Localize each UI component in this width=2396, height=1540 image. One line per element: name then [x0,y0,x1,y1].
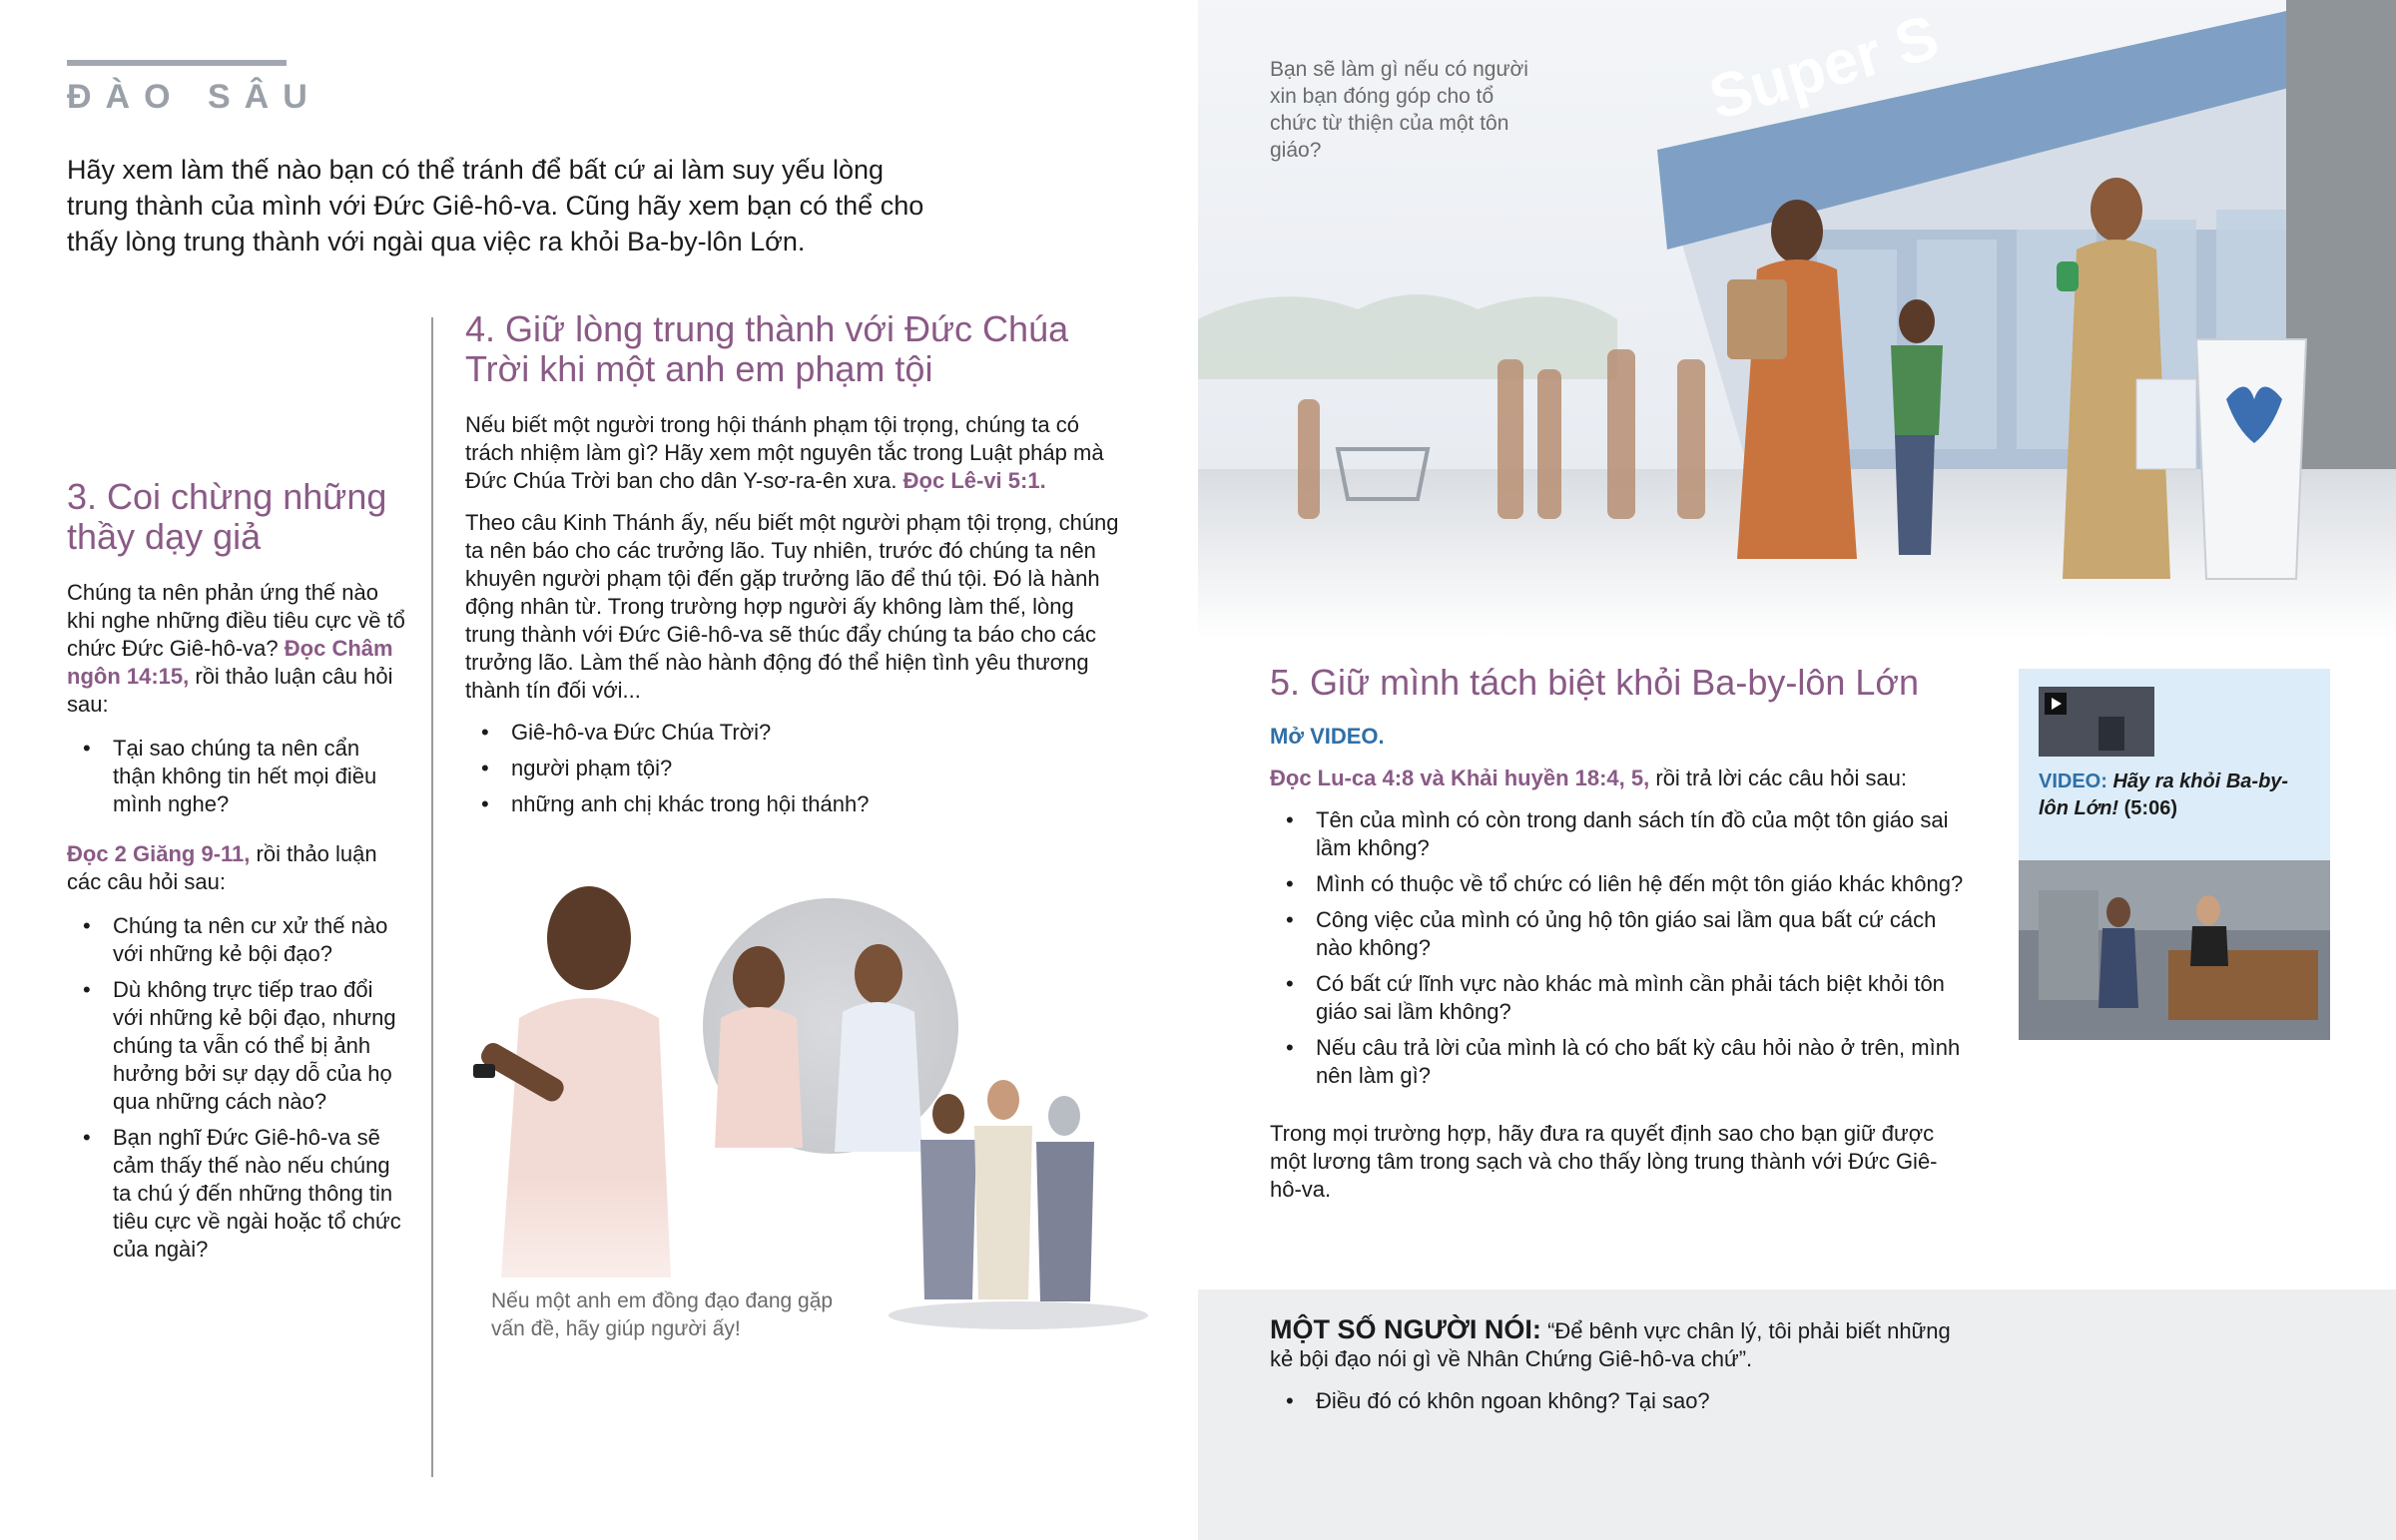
video-title[interactable]: Hãy ra khỏi Ba-by-lôn Lớn! [2039,770,2289,819]
section-3-title: 3. Coi chừng những thầy dạy giả [67,476,387,557]
section-5 [1270,663,1969,1204]
list-item: • những anh chị khác trong hội thánh? [511,790,1128,818]
list-item: • Chúng ta nên cư xử thế nào với những kẻ bội đạo? [113,912,406,968]
store-sign: Super S [1701,2,1947,134]
list-item: • Giê-hô-va Đức Chúa Trời? [511,719,1128,747]
section-label: ĐÀO SÂU [67,78,321,116]
section-4 [465,309,1128,826]
scene-caption: Bạn sẽ làm gì nếu có người xin bạn đóng góp cho tổ chức từ thiện của một tôn giáo? [1270,58,1528,162]
section-4-intro: Nếu biết một người trong hội thánh phạm tội trọng, chúng ta có trách nhiệm làm gì? Hãy xem một nguyên tắc trong Luật pháp mà Đức Chúa Trời ban cho dân Y-sơ-ra-ên xưa. [465,412,1104,493]
section-4-caption: Nếu một anh em đồng đạo đang gặp vấn đề, hãy giúp người ấy! [491,1289,834,1340]
list-item: • Công việc của mình có ủng hộ tôn giáo sai lầm qua bất cứ cách nào không? [1316,906,1969,962]
some-people-say-label: MỘT SỐ NGƯỜI NÓI: [1270,1314,1541,1344]
section-3-paragraph-2 [67,840,406,896]
section-5-questions [1270,806,1969,1090]
video-caption [2039,769,2318,822]
elders-group-figure [889,1080,1148,1329]
list-item: • Có bất cứ lĩnh vực nào khác mà mình cần phải tách biệt khỏi tôn giáo sai lầm không? [1316,970,1969,1026]
section-3-question-text: Chúng ta nên phản ứng thế nào khi nghe những điều tiêu cực về tổ chức Đức Giê-hô-va? [67,580,405,661]
section-5-title: 5. Giữ mình tách biệt khỏi Ba-by-lôn Lớn [1270,662,1920,703]
intro-text: Hãy xem làm thế nào bạn có thể tránh để bất cứ ai làm suy yếu lòng trung thành của mình với Đức Giê-hô-va. Cũng hãy xem bạn có thể cho thấy lòng trung thành với ngài qua việc ra khỏi Ba-by-lôn Lớn. [67,155,924,257]
column-divider [431,317,433,1477]
play-icon[interactable] [2045,693,2067,715]
scripture-link-leviticus[interactable]: Đọc Lê-vi 5:1. [902,468,1046,493]
some-people-say [1270,1315,1969,1423]
scripture-link-proverbs[interactable]: Đọc Châm ngôn 14:15, [67,636,393,689]
section-3-questions-1 [67,735,406,818]
section-4-list [465,719,1128,818]
section-3-instruction-2: rồi thảo luận các câu hỏi sau: [67,841,377,894]
quote-text: “Để bênh vực chân lý, tôi phải biết những kẻ bội đạo nói gì về Nhân Chứng Giê-hô-va chứ”. [1270,1318,1951,1371]
some-people-say-quote [1270,1315,1969,1373]
section-3 [67,477,406,1272]
section-3-paragraph [67,579,406,719]
section-3-instruction: rồi thảo luận câu hỏi sau: [67,664,393,717]
video-label: VIDEO: [2039,770,2107,792]
section-5-conclusion: Trong mọi trường hợp, hãy đưa ra quyết định sao cho bạn giữ được một lương tâm trong sạch và cho thấy lòng trung thành với Đức Giê-hô-va. [1270,1121,1938,1202]
list-item: • Tên của mình có còn trong danh sách tín đồ của một tôn giáo sai lầm không? [1316,806,1969,862]
list-item: • người phạm tội? [511,755,1128,782]
open-video-link[interactable]: Mở VIDEO. [1270,724,1385,749]
video-still-image [2019,860,2330,1040]
section-4-paragraph-2: Theo câu Kinh Thánh ấy, nếu biết một người phạm tội trọng, chúng ta nên báo cho các trưởng lão. Tuy nhiên, trước đó chúng ta nên khuyên người phạm tội đến gặp trưởng lão để thú tội. Đó là hành động nhân từ. Trong trường hợp người ấy không làm thế, lòng trung thành với Đức Giê-hô-va sẽ thúc đẩy chúng ta báo cho các trưởng lão. Làm thế nào hành động đó thể hiện tình yêu thương thành tín đối với... [465,510,1119,703]
section-5-instruction-text: rồi trả lời các câu hỏi sau: [1655,766,1908,790]
video-duration: (5:06) [2123,797,2177,819]
list-item: • Dù không trực tiếp trao đổi với những kẻ bội đạo, nhưng chúng ta vẫn có thể bị ảnh hưởng bởi sự dạy dỗ của họ qua những cách nào? [113,976,406,1116]
section-5-instruction [1270,765,1969,792]
section-3-questions-2 [67,912,406,1264]
list-item: • Tại sao chúng ta nên cẩn thận không tin hết mọi điều mình nghe? [113,735,406,818]
section-rule [67,60,287,66]
list-item: • Mình có thuộc về tổ chức có liên hệ đến một tôn giáo khác không? [1316,870,1969,898]
list-item: • Nếu câu trả lời của mình là có cho bất kỳ câu hỏi nào ở trên, mình nên làm gì? [1316,1034,1969,1090]
section-4-paragraph-1 [465,411,1128,495]
scripture-link-luke-revelation[interactable]: Đọc Lu-ca 4:8 và Khải huyền 18:4, 5, [1270,766,1650,790]
some-people-say-question [1270,1387,1969,1415]
section-4-title: 4. Giữ lòng trung thành với Đức Chúa Trời khi một anh em phạm tội [465,308,1069,389]
list-item: • Bạn nghĩ Đức Giê-hô-va sẽ cảm thấy thế nào nếu chúng ta chú ý đến những thông tin tiêu cực về ngài hoặc tổ chức của ngài? [113,1124,406,1264]
video-panel[interactable] [2019,669,2330,1040]
video-thumbnail[interactable] [2039,687,2154,757]
list-item: • Điều đó có khôn ngoan không? Tại sao? [1316,1387,1969,1415]
scripture-link-2-john[interactable]: Đọc 2 Giăng 9-11, [67,841,251,866]
